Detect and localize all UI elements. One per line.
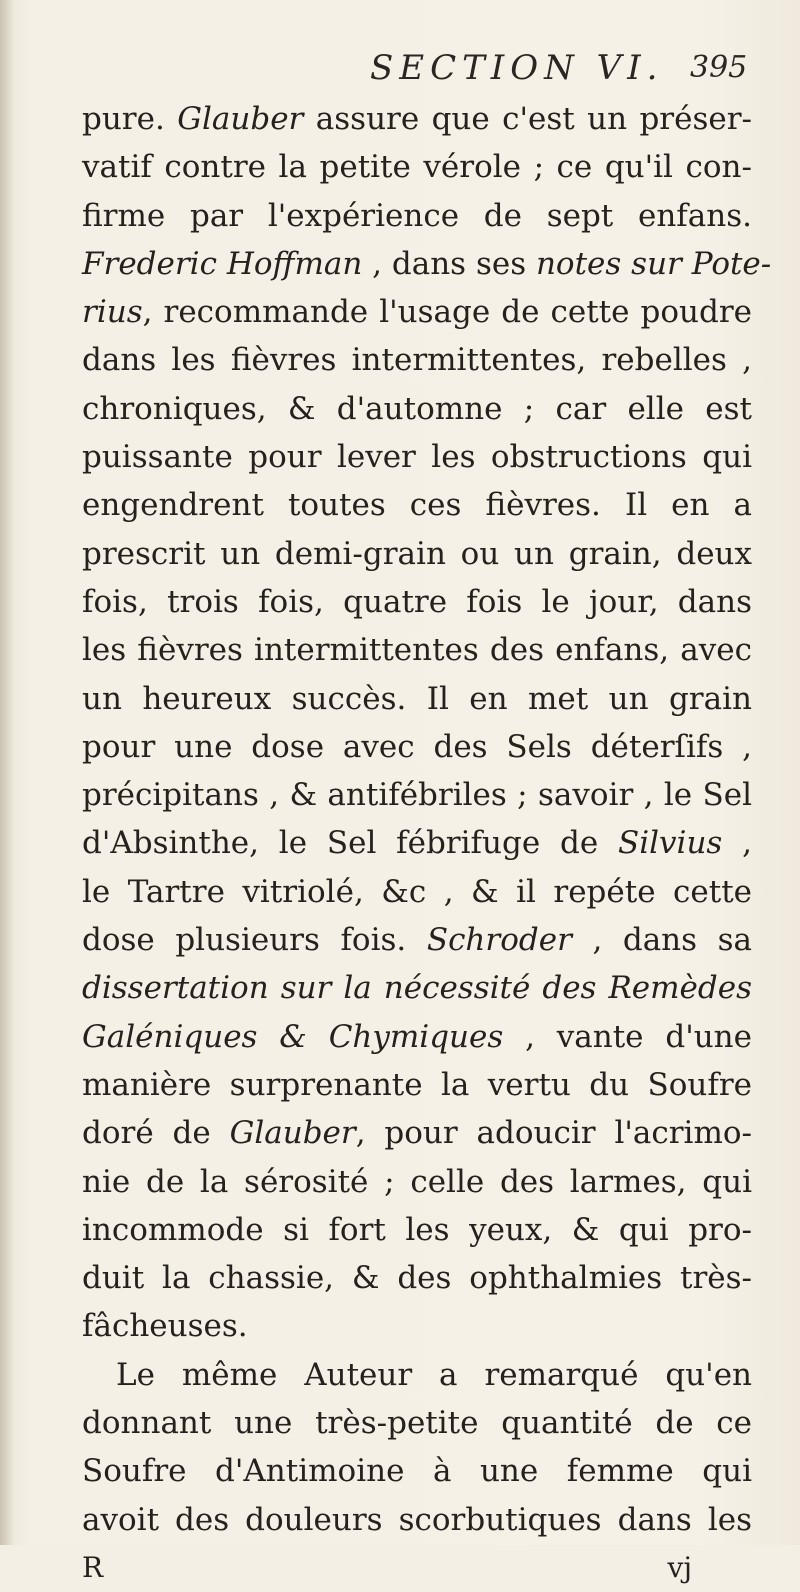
text-line: Frederic Hoffman , dans ses notes sur Pote- [82, 245, 772, 282]
running-head: SECTION VI. [370, 48, 664, 88]
text-line: puissante pour lever les obstructions qui [82, 439, 752, 476]
text-line: firme par l'expérience de sept enfans. [82, 197, 752, 234]
text-line: dose plusieurs fois. Schroder , dans sa [82, 922, 752, 959]
text-line: incommode si fort les yeux, & qui pro- [82, 1211, 752, 1248]
text-line: fâcheuses. [82, 1308, 248, 1345]
text-line: donnant une très-petite quantité de ce [82, 1405, 752, 1442]
page-header [0, 48, 800, 98]
text-line: dissertation sur la nécessité des Remèdes [82, 970, 752, 1007]
text-line: les fièvres intermittentes des enfans, avec [82, 632, 752, 669]
text-line: avoit des douleurs scorbutiques dans les [82, 1501, 752, 1538]
text-line: nie de la sérosité ; celle des larmes, qui [82, 1163, 752, 1200]
page-number: 395 [690, 50, 748, 85]
text-line: d'Absinthe, le Sel fébrifuge de Silvius , [82, 825, 752, 862]
text-line: engendrent toutes ces fièvres. Il en a [82, 487, 752, 524]
text-line: dans les fièvres intermittentes, rebelles , [82, 342, 752, 379]
text-line: Galéniques & Chymiques , vante d'une [82, 1018, 752, 1055]
text-line: fois, trois fois, quatre fois le jour, dans [82, 583, 752, 620]
text-line: précipitans , & antifébriles ; savoir , le Sel [82, 777, 752, 814]
spine-shadow [0, 0, 14, 1545]
text-line: Le même Auteur a remarqué qu'en [116, 1356, 752, 1393]
text-line: duit la chassie, & des ophthalmies très- [82, 1260, 752, 1297]
text-line: Soufre d'Antimoine à une femme qui [82, 1453, 752, 1490]
text-line: le Tartre vitriolé, &c , & il repéte cette [82, 873, 752, 910]
body-text [82, 95, 772, 1592]
text-line: pure. Glauber assure que c'est un préser- [82, 101, 753, 137]
text-line: doré de Glauber, pour adoucir l'acrimo- [82, 1115, 752, 1152]
text-line: prescrit un demi-grain ou un grain, deux [82, 535, 752, 572]
text-line: un heureux succès. Il en met un grain [82, 680, 752, 717]
text-line: vatif contre la petite vérole ; ce qu'il con- [82, 149, 752, 186]
text-line: pour une dose avec des Sels déterſifs , [82, 728, 752, 765]
text-line: manière surprenante la vertu du Soufre [82, 1066, 752, 1103]
text-line: chroniques, & d'automne ; car elle est [82, 390, 752, 427]
text-line: rius, recommande l'usage de cette poudre [82, 294, 752, 331]
catchword: R vj [82, 1550, 692, 1584]
